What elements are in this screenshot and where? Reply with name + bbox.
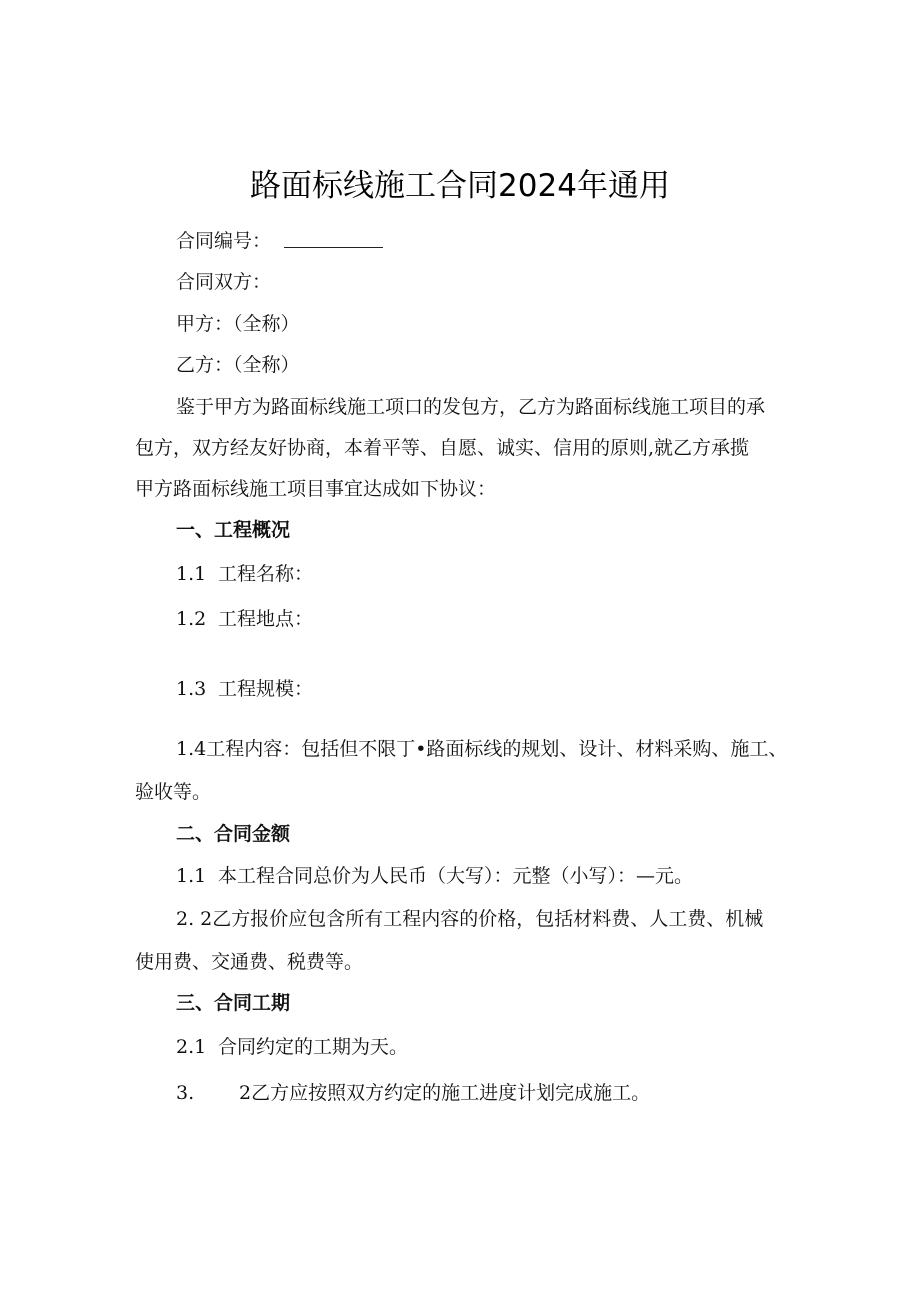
item-text: 工程地点： bbox=[218, 608, 314, 630]
list-item-price-line-2: 使用费、交通费、税费等。 bbox=[135, 951, 364, 973]
item-number: 1.2 bbox=[176, 608, 207, 630]
section-heading-overview: 一、工程概况 bbox=[176, 519, 291, 541]
preamble-line-2: 包方，双方经友好协商，本着平等、自愿、诚实、信用的原则,就乙方承揽 bbox=[135, 437, 750, 459]
item-number: 1.1 bbox=[176, 563, 207, 585]
item-number: 1.3 bbox=[176, 678, 207, 700]
item-text: 工程规模： bbox=[218, 678, 314, 700]
item-text: 合同约定的工期为天。 bbox=[218, 1036, 409, 1058]
party-b-line: 乙方：（全称） bbox=[176, 354, 300, 376]
list-item-content-line-2: 验收等。 bbox=[135, 781, 212, 803]
item-text: 2乙方应按照双方约定的施工进度计划完成施工。 bbox=[239, 1082, 651, 1104]
item-text: 工程名称： bbox=[218, 563, 314, 585]
document-title: 路面标线施工合同2024年通用 bbox=[250, 168, 670, 204]
list-item bbox=[176, 607, 313, 631]
item-number: 2.1 bbox=[176, 1036, 207, 1058]
preamble-line-3: 甲方路面标线施工项目事宜达成如下协议： bbox=[135, 478, 497, 500]
item-text: 本工程合同总价为人民币（大写）：元整（小写）：—元。 bbox=[218, 865, 694, 887]
list-item bbox=[176, 1035, 408, 1059]
item-number: 1.1 bbox=[176, 865, 207, 887]
list-item bbox=[176, 1081, 650, 1105]
party-a-line: 甲方：（全称） bbox=[176, 313, 300, 335]
section-heading-amount: 二、合同金额 bbox=[176, 823, 291, 845]
item-number: 3. bbox=[176, 1082, 195, 1104]
contract-number-blank[interactable] bbox=[284, 247, 383, 248]
list-item-content-line-1: 1.4工程内容：包括但不限丁•路面标线的规划、设计、材料采购、施工、 bbox=[176, 738, 788, 760]
list-item-price-line-1: 2. 2乙方报价应包含所有工程内容的价格，包括材料费、人工费、机械 bbox=[176, 908, 764, 930]
list-item bbox=[176, 677, 313, 701]
contract-number-label: 合同编号： bbox=[176, 230, 272, 252]
list-item bbox=[176, 562, 313, 586]
list-item bbox=[176, 864, 693, 888]
section-heading-period: 三、合同工期 bbox=[176, 992, 291, 1014]
parties-label: 合同双方： bbox=[176, 271, 272, 293]
preamble-line-1: 鉴于甲方为路面标线施工项口的发包方，乙方为路面标线施工项目的承 bbox=[176, 396, 766, 418]
